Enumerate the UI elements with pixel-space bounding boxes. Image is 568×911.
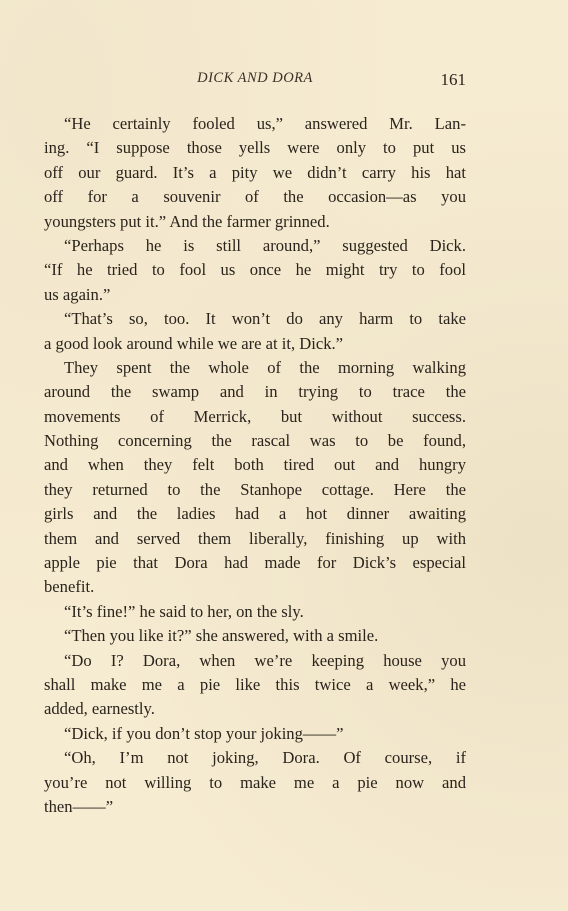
- text-line: youngsters put it.” And the farmer grinned.: [44, 211, 330, 231]
- text-line: them and served them liberally, finishing up with: [44, 528, 466, 548]
- text-line: “If he tried to fool us once he might try to fool: [44, 260, 466, 280]
- text-line: “That’s so, too. It won’t do any harm to take: [64, 309, 466, 329]
- text-line: benefit.: [44, 577, 95, 597]
- text-line: then——”: [44, 796, 114, 816]
- text-line: “Do I? Dora, when we’re keeping house you: [64, 650, 466, 670]
- text-line: and when they felt both tired out and hungry: [44, 455, 466, 475]
- text-line: “Dick, if you don’t stop your joking——”: [64, 723, 344, 743]
- text-line: off our guard. It’s a pity we didn’t carry his hat: [44, 162, 466, 182]
- text-line: ing. “I suppose those yells were only to put us: [44, 138, 466, 158]
- text-line: “He certainly fooled us,” answered Mr. Lan-: [64, 114, 466, 133]
- text-line: off for a souvenir of the occasion—as you: [44, 187, 466, 207]
- text-line: “It’s fine!” he said to her, on the sly.: [64, 601, 304, 621]
- page-number: 161: [440, 70, 466, 89]
- text-line: you’re not willing to make me a pie now and: [44, 772, 466, 792]
- text-line: shall make me a pie like this twice a week,” he: [44, 674, 466, 694]
- text-line: added, earnestly.: [44, 699, 155, 719]
- text-line: around the swamp and in trying to trace the: [44, 382, 466, 402]
- text-line: a good look around while we are at it, Dick.”: [44, 333, 344, 353]
- text-line: “Perhaps he is still around,” suggested Dick.: [64, 235, 466, 255]
- page-header: [44, 70, 466, 94]
- text-line: “Oh, I’m not joking, Dora. Of course, if: [64, 748, 466, 768]
- text-line: us again.”: [44, 284, 111, 304]
- text-line: apple pie that Dora had made for Dick’s especial: [44, 553, 466, 573]
- text-line: they returned to the Stanhope cottage. Here the: [44, 479, 466, 499]
- body-text: [44, 112, 466, 819]
- text-line: Nothing concerning the rascal was to be found,: [44, 431, 466, 451]
- text-line: girls and the ladies had a hot dinner awaiting: [44, 504, 466, 524]
- running-head: DICK AND DORA: [197, 70, 313, 86]
- text-line: They spent the whole of the morning walking: [64, 357, 466, 377]
- text-line: movements of Merrick, but without success.: [44, 406, 466, 426]
- text-line: “Then you like it?” she answered, with a smile.: [64, 626, 379, 646]
